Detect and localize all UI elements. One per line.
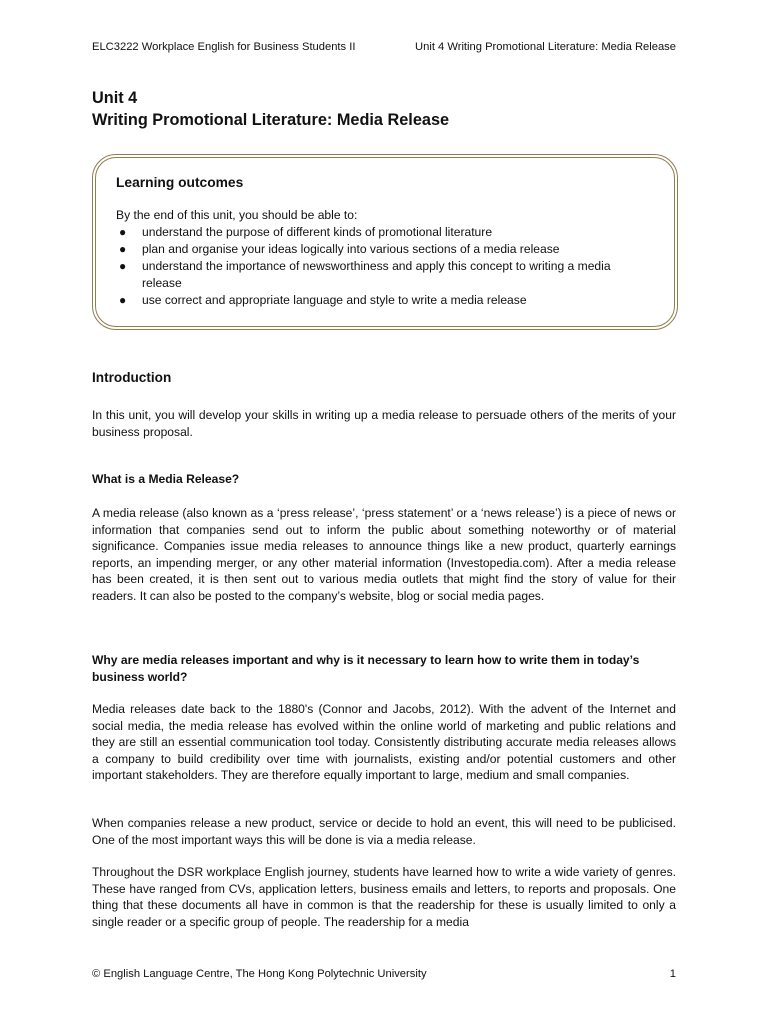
list-item: ● plan and organise your ideas logically into various sections of a media release [119, 242, 560, 256]
page-number: 1 [669, 968, 676, 980]
unit-header: Unit 4 Writing Promotional Literature: Media Release [415, 41, 676, 53]
introduction-text: In this unit, you will develop your skills in writing up a media release to persuade others of the merits of your business proposal. [92, 408, 676, 439]
copyright-text: © English Language Centre, The Hong Kong Polytechnic University [92, 968, 427, 980]
bullet-icon: ● [119, 225, 127, 239]
bullet-icon: ● [119, 293, 127, 307]
learning-outcomes-list [116, 224, 652, 309]
bullet-icon: ● [119, 242, 127, 256]
introduction-heading: Introduction [92, 370, 172, 385]
why-heading: Why are media releases important and why is it necessary to learn how to write them in today’s business world? [92, 653, 640, 684]
unit-number: Unit 4 [92, 89, 138, 107]
course-code: ELC3222 Workplace English for Business Students II [92, 41, 356, 53]
learning-outcomes-box [92, 154, 678, 330]
page-header [92, 41, 676, 53]
what-heading: What is a Media Release? [92, 472, 240, 486]
why-paragraph-2: When companies release a new product, service or decide to hold an event, this will need to be publicised. One of the most important ways this will be done is via a media release. [92, 816, 676, 847]
page-footer [92, 968, 676, 980]
why-paragraph-3: Throughout the DSR workplace English journey, students have learned how to write a wide variety of genres. These have ranged from CVs, application letters, business emails and letters, to reports and proposals. One thing that these documents all have in common is that the readership for these is usually limited to only a single reader or a specific group of people. The readership for a media [92, 865, 676, 929]
learning-outcomes-intro: By the end of this unit, you should be able to: [116, 208, 358, 222]
what-text: A media release (also known as a ‘press release’, ‘press statement’ or a ‘news release’) is a piece of news or information that companies send out to inform the public about something noteworthy or of material significance. Companies issue media releases to announce things like a new product, quarterly earnings reports, an impending merger, or any other material information (Investopedia.com). After a media release has been created, it is then sent out to various media outlets that might find the story of value for their readers. It can also be posted to the company’s website, blog or social media pages. [92, 506, 676, 603]
page-title [92, 87, 449, 131]
bullet-icon: ● [119, 259, 127, 273]
list-item: ● understand the importance of newsworthiness and apply this concept to writing a media release [119, 259, 611, 290]
why-paragraph-1: Media releases date back to the 1880's (Connor and Jacobs, 2012). With the advent of the Internet and social media, the media release has evolved within the online world of marketing and public relations and they are still an essential communication tool today. Consistently distributing accurate media releases allows a company to build credibility over time with journalists, existing and/or potential customers and other important stakeholders. They are therefore equally important to large, medium and small companies. [92, 702, 676, 782]
list-item: ● use correct and appropriate language and style to write a media release [119, 293, 527, 307]
unit-name: Writing Promotional Literature: Media Release [92, 111, 450, 129]
learning-outcomes-heading: Learning outcomes [116, 175, 244, 190]
list-item: ● understand the purpose of different kinds of promotional literature [119, 225, 493, 239]
